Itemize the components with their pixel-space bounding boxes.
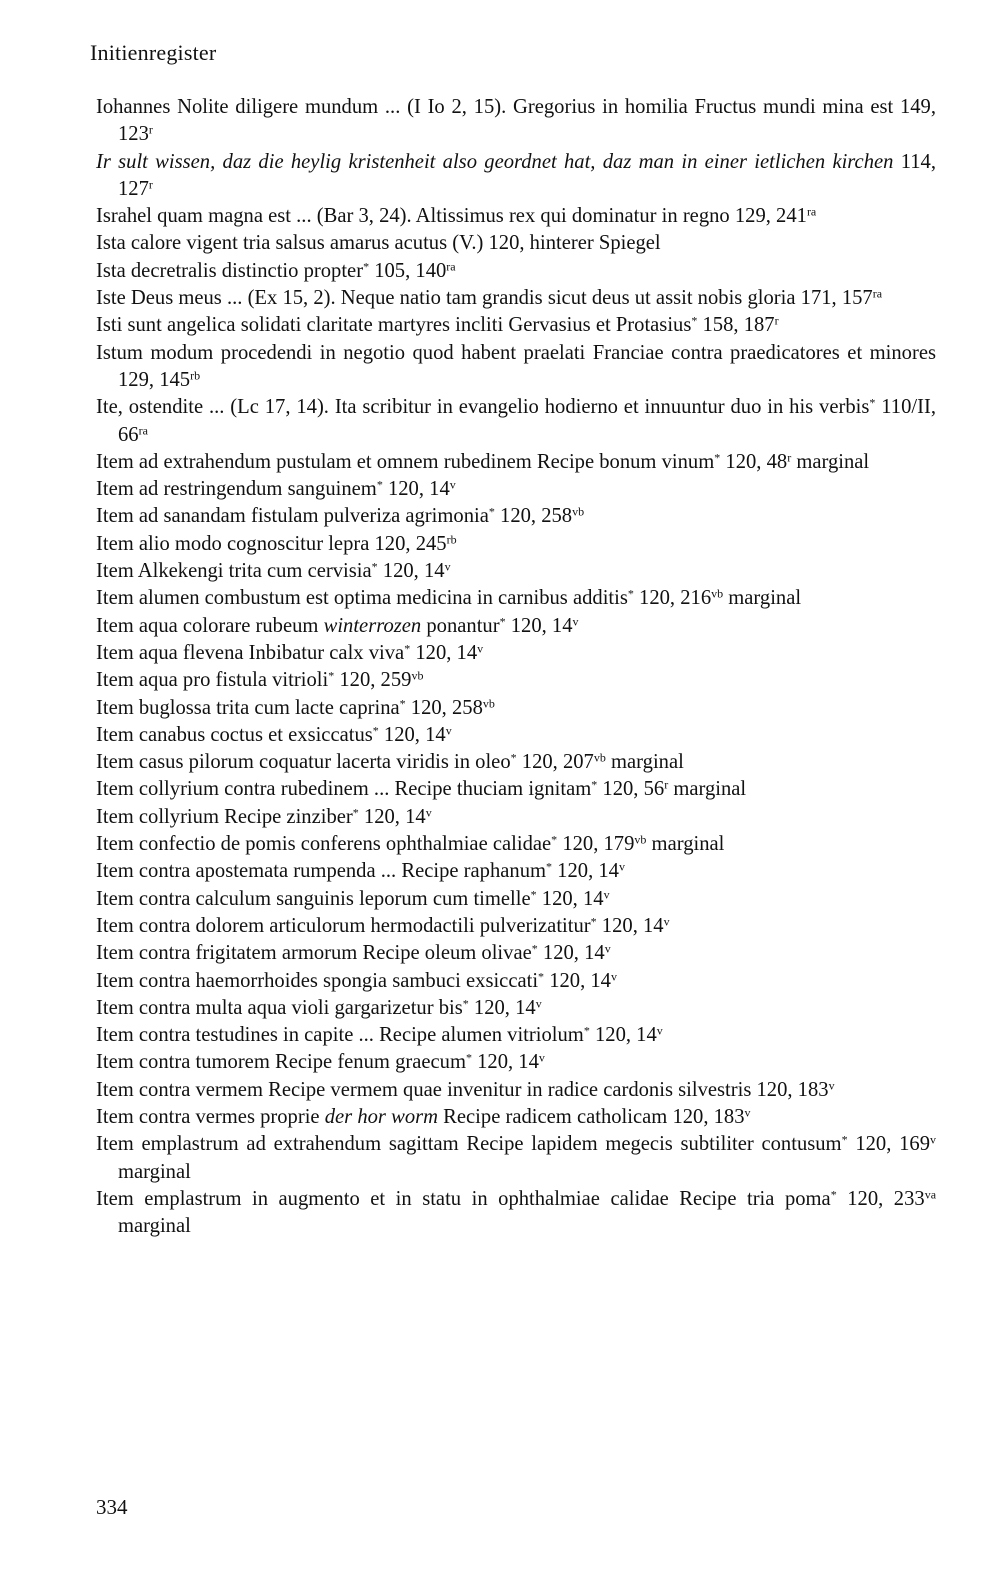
entry-text: 120, 14	[544, 969, 611, 992]
entry-text: Item buglossa trita cum lacte caprina	[96, 696, 400, 719]
entry-text: Item contra tumorem Recipe fenum graecum	[96, 1051, 466, 1074]
index-entry	[96, 858, 936, 885]
folio-superscript: *	[488, 504, 495, 519]
entry-text: 105, 140	[369, 259, 447, 282]
folio-superscript: vb	[593, 750, 606, 765]
entry-text: 120, 14	[358, 805, 426, 828]
index-entry	[96, 831, 936, 858]
entry-text: Item alumen combustum est optima medicina in carnibus additis	[96, 587, 628, 610]
vernacular-incipit: der hor worm	[324, 1105, 439, 1128]
index-entry	[96, 149, 936, 204]
folio-superscript: vb	[482, 695, 495, 710]
folio-superscript: *	[546, 859, 553, 874]
entry-text: 120, 14	[410, 641, 478, 664]
folio-superscript: v	[663, 914, 670, 929]
folio-superscript: *	[841, 1132, 848, 1147]
entry-text: Iohannes Nolite diligere mundum ... (I Io 2, 15). Gregorius in homilia Fructus mundi mina est 149, 123	[96, 96, 936, 146]
folio-superscript: *	[714, 450, 721, 465]
folio-superscript: v	[477, 641, 484, 656]
entry-text: 120, 14	[468, 996, 536, 1019]
entry-text: 114, 127	[118, 150, 936, 200]
index-entry	[96, 1022, 936, 1049]
entry-text: Item contra vermem Recipe vermem quae invenitur in radice cardonis silvestris 120, 183	[96, 1078, 829, 1101]
entry-text: 120, 14	[536, 887, 604, 910]
index-entry	[96, 913, 936, 940]
folio-superscript: *	[404, 641, 411, 656]
index-entry	[96, 695, 936, 722]
entry-text: Item contra frigitatem armorum Recipe oleum olivae	[96, 942, 532, 965]
folio-superscript: v	[618, 859, 625, 874]
index-entry	[96, 585, 936, 612]
entry-text: Item confectio de pomis conferens ophthalmiae calidae	[96, 833, 552, 856]
folio-superscript: ra	[446, 259, 456, 274]
entry-text: Item Alkekengi trita cum cervisia	[96, 560, 372, 583]
folio-superscript: v	[930, 1132, 936, 1147]
folio-superscript: *	[462, 996, 469, 1011]
folio-superscript: vb	[411, 668, 424, 683]
entry-text: marginal	[723, 587, 802, 610]
entry-text: Item contra apostemata rumpenda ... Recipe raphanum	[96, 860, 547, 883]
folio-superscript: *	[376, 477, 383, 492]
entry-text: Item contra dolorem articulorum hermodactili pulverizatitur	[96, 914, 591, 937]
entry-text: 120, 169	[847, 1133, 930, 1156]
folio-superscript: *	[372, 723, 379, 738]
entry-text: 120, 56	[597, 778, 665, 801]
entry-text: 158, 187	[697, 314, 775, 337]
folio-superscript: v	[572, 614, 579, 629]
entry-text: 120, 259	[334, 669, 412, 692]
entry-text: Item canabus coctus et exsiccatus	[96, 723, 373, 746]
entry-text: Item aqua pro fistula vitrioli	[96, 669, 329, 692]
folio-superscript: v	[449, 477, 456, 492]
index-entry	[96, 940, 936, 967]
folio-superscript: v	[445, 723, 452, 738]
index-entry	[96, 613, 936, 640]
index-entry	[96, 722, 936, 749]
folio-superscript: vb	[634, 832, 647, 847]
index-entry	[96, 285, 936, 312]
folio-superscript: v	[656, 1023, 663, 1038]
entry-text: marginal	[668, 778, 747, 801]
folio-superscript: ra	[872, 286, 883, 301]
folio-superscript: *	[530, 887, 537, 902]
folio-superscript: *	[869, 395, 876, 410]
folio-superscript: v	[538, 1050, 545, 1065]
folio-superscript: v	[828, 1078, 835, 1093]
entry-text: ponantur	[421, 614, 500, 637]
entry-text: marginal	[791, 450, 870, 473]
entry-text: Recipe radicem catholicam 120, 183	[438, 1105, 745, 1128]
entry-text: 120, 14	[596, 914, 664, 937]
folio-superscript: *	[830, 1187, 837, 1202]
index-entry	[96, 503, 936, 530]
entry-text: Item contra multa aqua violi gargarizetur bis	[96, 996, 463, 1019]
folio-superscript: ra	[138, 422, 148, 437]
index-entry	[96, 804, 936, 831]
index-entry	[96, 667, 936, 694]
folio-superscript: *	[538, 968, 545, 983]
vernacular-incipit: Ir sult wissen, daz die heylig kristenheit also geordnet hat, daz man in einer ietlichen kirchen	[96, 150, 894, 173]
entry-text: 120, 216	[633, 587, 712, 610]
folio-superscript: r	[774, 313, 779, 328]
entry-text: 120, 207	[516, 751, 594, 774]
entry-text: Item aqua colorare rubeum	[96, 614, 324, 637]
entry-text: Item ad sanandam fistulam pulveriza agrimonia	[96, 505, 489, 528]
folio-superscript: *	[583, 1023, 590, 1038]
index-entry	[96, 340, 936, 395]
entry-text: 120, 14	[378, 723, 446, 746]
index-entry	[96, 1131, 936, 1186]
folio-superscript: v	[603, 887, 610, 902]
folio-superscript: ra	[806, 204, 817, 219]
entry-text: 120, 48	[720, 450, 788, 473]
folio-superscript: va	[924, 1187, 937, 1202]
entry-text: Iste Deus meus ... (Ex 15, 2). Neque natio tam grandis sicut deus ut assit nobis gloria 171, 157	[96, 287, 873, 310]
index-entry	[96, 749, 936, 776]
entry-text: Item emplastrum in augmento et in statu in ophthalmiae calidae Recipe tria poma	[96, 1187, 831, 1210]
folio-superscript: *	[627, 586, 634, 601]
folio-superscript: vb	[572, 504, 585, 519]
entry-text: Israhel quam magna est ... (Bar 3, 24). Altissimus rex qui dominatur in regno 129, 241	[96, 205, 807, 228]
entry-text: Ista decretralis distinctio propter	[96, 259, 364, 282]
folio-superscript: *	[531, 941, 538, 956]
entry-text: Item casus pilorum coquatur lacerta viridis in oleo	[96, 751, 511, 774]
entry-text: Item contra calculum sanguinis leporum cum timelle	[96, 887, 531, 910]
page-number: 334	[96, 1495, 128, 1519]
entry-text: Istum modum procedendi in negotio quod habent praelati Franciae contra praedicatores et minores 129, 145	[96, 341, 936, 391]
index-entry	[96, 312, 936, 339]
folio-superscript: v	[535, 996, 542, 1011]
entry-text: Item contra haemorrhoides spongia sambuci exsiccati	[96, 969, 539, 992]
folio-superscript: r	[787, 450, 792, 465]
entry-text: 110/II, 66	[118, 396, 936, 446]
index-entry	[96, 394, 936, 449]
folio-superscript: *	[399, 695, 406, 710]
index-entry	[96, 886, 936, 913]
entry-text: marginal	[605, 751, 684, 774]
folio-superscript: rb	[446, 532, 457, 547]
entry-text: Item ad extrahendum pustulam et omnem rubedinem Recipe bonum vinum	[96, 450, 715, 473]
entry-text: Item aqua flevena Inbibatur calx viva	[96, 641, 405, 664]
index-entry-list	[96, 94, 936, 1240]
entry-text: 120, 233	[836, 1187, 925, 1210]
folio-superscript: *	[371, 559, 378, 574]
index-entry	[96, 531, 936, 558]
folio-superscript: *	[352, 805, 359, 820]
entry-text: 120, 258	[405, 696, 483, 719]
entry-text: 120, 179	[557, 833, 635, 856]
index-entry	[96, 995, 936, 1022]
index-entry	[96, 968, 936, 995]
entry-text: Item contra testudines in capite ... Recipe alumen vitriolum	[96, 1024, 584, 1047]
folio-superscript: *	[510, 750, 517, 765]
index-entry	[96, 1049, 936, 1076]
entry-text: 120, 14	[377, 560, 445, 583]
folio-superscript: *	[590, 914, 597, 929]
entry-text: Item collyrium contra rubedinem ... Recipe thuciam ignitam	[96, 778, 592, 801]
index-entry	[96, 640, 936, 667]
index-entry	[96, 203, 936, 230]
folio-superscript: vb	[711, 586, 724, 601]
entry-text: Isti sunt angelica solidati claritate martyres incliti Gervasius et Protasius	[96, 314, 692, 337]
index-entry	[96, 558, 936, 585]
folio-superscript: *	[691, 313, 698, 328]
folio-superscript: v	[425, 805, 432, 820]
entry-text: 120, 14	[382, 478, 450, 501]
folio-superscript: *	[551, 832, 558, 847]
running-head: Initienregister	[90, 40, 217, 65]
folio-superscript: r	[664, 777, 669, 792]
entry-text: Item emplastrum ad extrahendum sagittam Recipe lapidem megecis subtiliter contusum	[96, 1133, 842, 1156]
folio-superscript: v	[610, 968, 617, 983]
index-entry	[96, 258, 936, 285]
folio-superscript: *	[363, 259, 370, 274]
index-entry	[96, 1104, 936, 1131]
entry-text: Item ad restringendum sanguinem	[96, 478, 377, 501]
entry-text: marginal	[646, 833, 725, 856]
index-entry	[96, 476, 936, 503]
folio-superscript: *	[465, 1050, 472, 1065]
folio-superscript: *	[499, 614, 506, 629]
entry-text: 120, 14	[552, 860, 619, 883]
folio-superscript: v	[444, 559, 451, 574]
entry-text: marginal	[118, 1215, 191, 1238]
index-entry	[96, 1186, 936, 1241]
entry-text: Item collyrium Recipe zinziber	[96, 805, 353, 828]
folio-superscript: r	[148, 122, 153, 137]
entry-text: marginal	[118, 1160, 191, 1183]
folio-superscript: v	[604, 941, 611, 956]
index-entry	[96, 1077, 936, 1104]
entry-text: 120, 14	[471, 1051, 539, 1074]
folio-superscript: *	[328, 668, 335, 683]
folio-superscript: r	[148, 177, 153, 192]
entry-text: 120, 14	[537, 942, 605, 965]
entry-text: Item alio modo cognoscitur lepra 120, 245	[96, 532, 447, 555]
entry-text: 120, 14	[505, 614, 573, 637]
entry-text: 120, 258	[494, 505, 573, 528]
index-entry	[96, 230, 936, 257]
entry-text: Ista calore vigent tria salsus amarus acutus (V.) 120, hinterer Spiegel	[96, 232, 661, 255]
folio-superscript: v	[744, 1105, 751, 1120]
entry-text: Item contra vermes proprie	[96, 1105, 325, 1128]
folio-superscript: *	[591, 777, 598, 792]
entry-text: Ite, ostendite ... (Lc 17, 14). Ita scribitur in evangelio hodierno et innuuntur duo in his verbis	[96, 396, 870, 419]
folio-superscript: rb	[190, 368, 201, 383]
index-entry	[96, 776, 936, 803]
vernacular-incipit: winterrozen	[323, 614, 422, 637]
index-entry	[96, 94, 936, 149]
index-entry	[96, 449, 936, 476]
entry-text: 120, 14	[589, 1024, 657, 1047]
